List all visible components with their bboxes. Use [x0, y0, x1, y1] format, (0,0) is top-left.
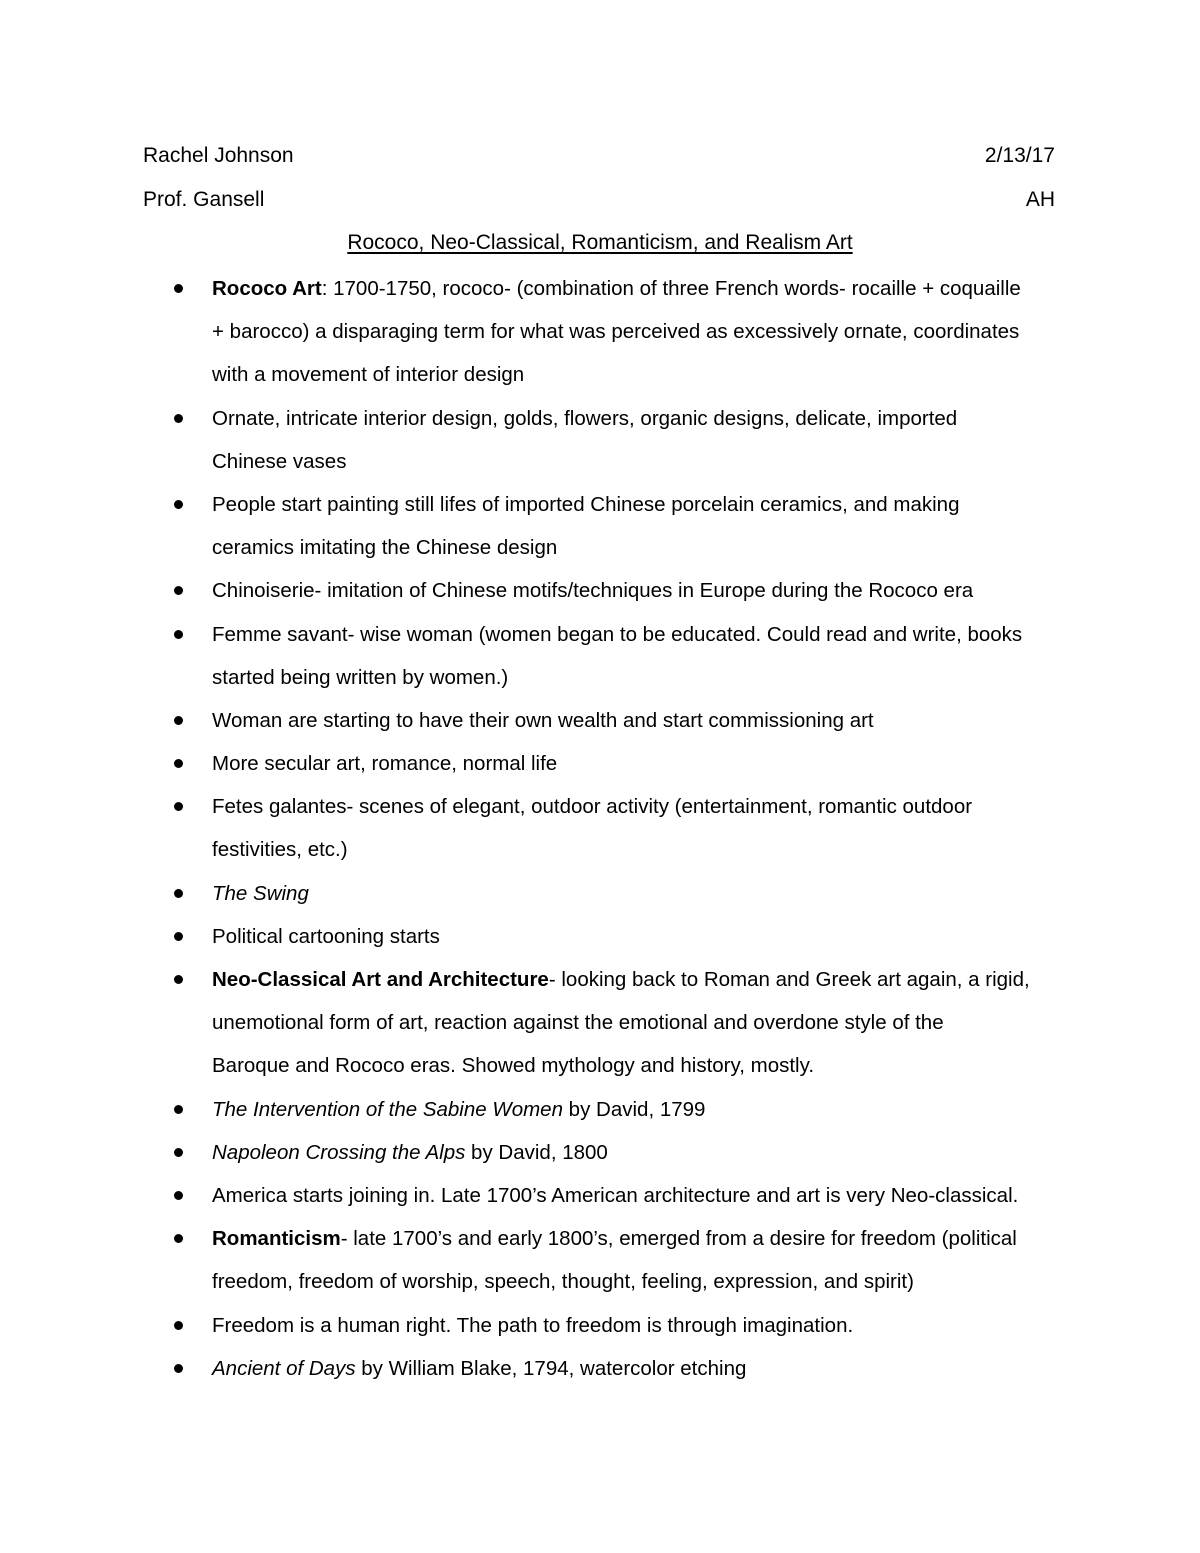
student-name: Rachel Johnson: [143, 144, 294, 167]
list-item-line: Ornate, intricate interior design, golds, flowers, organic designs, delicate, imported: [212, 406, 958, 430]
bullet-icon: [174, 759, 183, 768]
list-item-line: unemotional form of art, reaction against the emotional and overdone style of the: [212, 1011, 944, 1035]
document-title-text: Rococo, Neo-Classical, Romanticism, and Realism Art: [347, 231, 853, 254]
list-item: [212, 1304, 1082, 1347]
list-item-line: [212, 872, 1082, 915]
list-item-text: - late 1700’s and early 1800’s, emerged from a desire for freedom (political: [340, 1227, 1017, 1251]
list-item-line: Political cartooning starts: [212, 924, 440, 948]
list-item-line: Baroque and Rococo eras. Showed mythology and history, mostly.: [212, 1054, 815, 1078]
list-item-romanticism: [212, 1217, 1082, 1303]
term-bold: Rococo Art: [212, 277, 322, 300]
header-row-professor-course: [143, 186, 1055, 214]
list-item-rococo-art: [212, 267, 1082, 397]
list-item-line: with a movement of interior design: [212, 363, 525, 387]
bullet-icon: [174, 414, 183, 423]
list-item-line: [212, 1131, 1082, 1174]
list-item-sabine-women: [212, 1088, 1082, 1131]
term-bold: Neo-Classical Art and Architecture: [212, 968, 549, 991]
list-item-line: [212, 267, 1082, 310]
list-item-line: Woman are starting to have their own wealth and start commissioning art: [212, 708, 874, 732]
artwork-title: Ancient of Days: [212, 1356, 356, 1380]
list-item-line: America starts joining in. Late 1700’s American architecture and art is very Neo-classical.: [212, 1183, 1019, 1207]
list-item-napoleon: [212, 1131, 1082, 1174]
list-item-text: : 1700-1750, rococo- (combination of three French words- rocaille + coquaille: [321, 277, 1021, 300]
bullet-icon: [174, 932, 183, 941]
bullet-icon: [174, 975, 183, 984]
list-item: [212, 915, 1082, 958]
document-title: [0, 229, 1200, 257]
bullet-icon: [174, 1191, 183, 1200]
list-item-neo-classical: [212, 958, 1082, 1088]
bullet-icon: [174, 630, 183, 639]
term-bold: Romanticism: [212, 1227, 341, 1251]
list-item: [212, 785, 1082, 871]
artwork-title: The Swing: [212, 881, 309, 905]
bullet-icon: [174, 500, 183, 509]
artwork-title: Napoleon Crossing the Alps: [212, 1140, 466, 1164]
list-item-line: Chinoiserie- imitation of Chinese motifs/techniques in Europe during the Rococo era: [212, 579, 974, 603]
bullet-icon: [174, 586, 183, 595]
artwork-title: The Intervention of the Sabine Women: [212, 1097, 563, 1121]
list-item-line: More secular art, romance, normal life: [212, 752, 558, 776]
list-item-line: Femme savant- wise woman (women began to be educated. Could read and write, books: [212, 622, 1023, 646]
list-item: [212, 1174, 1082, 1217]
list-item: [212, 397, 1082, 483]
bullet-icon: [174, 1321, 183, 1330]
list-item: [212, 613, 1082, 699]
list-item-line: ceramics imitating the Chinese design: [212, 536, 558, 560]
list-item-line: freedom, freedom of worship, speech, thought, feeling, expression, and spirit): [212, 1270, 914, 1294]
list-item-line: Chinese vases: [212, 449, 347, 473]
list-item-line: People start painting still lifes of imported Chinese porcelain ceramics, and making: [212, 492, 960, 516]
list-item-the-swing: [212, 872, 1082, 915]
list-item-line: Freedom is a human right. The path to freedom is through imagination.: [212, 1313, 854, 1337]
date: 2/13/17: [984, 144, 1055, 167]
list-item-line: [212, 958, 1082, 1001]
list-item: [212, 483, 1082, 569]
list-item-text: by David, 1799: [562, 1097, 706, 1121]
bullet-icon: [174, 1234, 183, 1243]
list-item-line: [212, 1217, 1082, 1260]
bullet-icon: [174, 1364, 183, 1373]
list-item-text: by David, 1800: [465, 1140, 608, 1164]
course-code: AH: [1025, 188, 1055, 211]
list-item-line: [212, 1347, 1082, 1390]
list-item: [212, 742, 1082, 785]
list-item: [212, 569, 1082, 612]
bullet-icon: [174, 1105, 183, 1114]
bullet-icon: [174, 716, 183, 725]
bullet-icon: [174, 284, 183, 293]
list-item-line: festivities, etc.): [212, 838, 348, 862]
bullet-icon: [174, 802, 183, 811]
list-item-text: by William Blake, 1794, watercolor etching: [355, 1356, 747, 1380]
notes-list: [212, 267, 1082, 1390]
list-item-line: + barocco) a disparaging term for what was perceived as excessively ornate, coordinates: [212, 320, 1020, 344]
list-item-text: - looking back to Roman and Greek art again, a rigid,: [548, 968, 1030, 991]
list-item-ancient-of-days: [212, 1347, 1082, 1390]
bullet-icon: [174, 1148, 183, 1157]
list-item-line: started being written by women.): [212, 665, 509, 689]
header-row-name-date: [143, 142, 1055, 170]
list-item-line: [212, 1088, 1082, 1131]
bullet-icon: [174, 889, 183, 898]
list-item: [212, 699, 1082, 742]
list-item-line: Fetes galantes- scenes of elegant, outdoor activity (entertainment, romantic outdoor: [212, 795, 973, 819]
professor-name: Prof. Gansell: [143, 188, 265, 211]
